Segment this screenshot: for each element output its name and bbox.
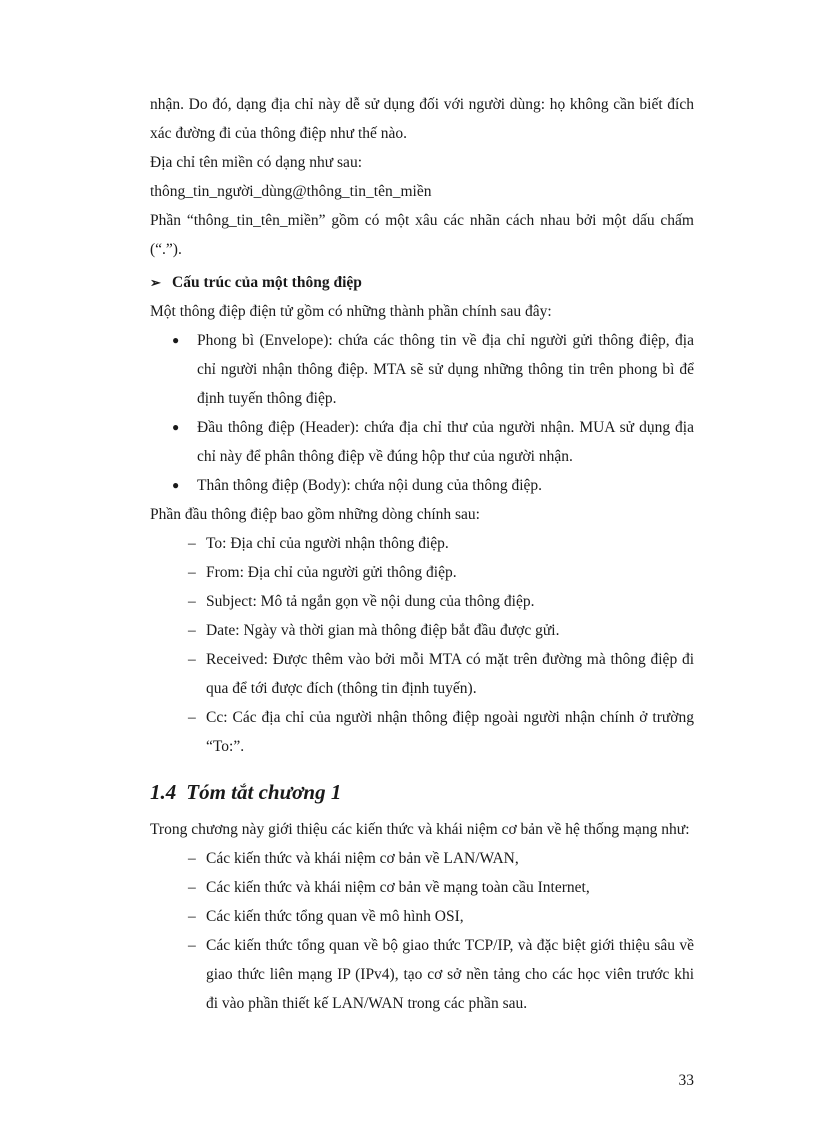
- summary-intro: Trong chương này giới thiệu các kiến thức và khái niệm cơ bản về hệ thống mạng như:: [150, 821, 690, 838]
- list-item: – Date: Ngày và thời gian mà thông điệp bắt đầu được gửi.: [150, 616, 694, 645]
- bullet-icon: ●: [172, 420, 180, 434]
- dash-icon: –: [188, 850, 196, 867]
- list-item: – Các kiến thức tổng quan về mô hình OSI,: [150, 902, 694, 931]
- dash-icon: –: [188, 564, 196, 581]
- intro-paragraph-1: nhận. Do đó, dạng địa chỉ này dễ sử dụng đối với người dùng: họ không cần biết đích xác đường đi của thông điệp như thế nào.: [150, 96, 694, 142]
- dash-icon: –: [188, 535, 196, 552]
- bullet-icon: ●: [172, 478, 180, 492]
- dash-icon: –: [188, 593, 196, 610]
- intro-paragraph-4: Phần “thông_tin_tên_miền” gồm có một xâu các nhãn cách nhau bởi một dấu chấm (“.”).: [150, 212, 694, 258]
- arrow-icon: ➢: [150, 275, 161, 290]
- list-item: – Các kiến thức và khái niệm cơ bản về LAN/WAN,: [150, 844, 694, 873]
- page-number: 33: [678, 1072, 694, 1089]
- list-item: ● Đầu thông điệp (Header): chứa địa chỉ thư của người nhận. MUA sử dụng địa chỉ này để phân thông điệp về đúng hộp thư của người nhận.: [150, 413, 694, 471]
- list-item: – Các kiến thức tổng quan về bộ giao thức TCP/IP, và đặc biệt giới thiệu sâu về giao thức liên mạng IP (IPv4), tạo cơ sở nền tảng cho các học viên trước khi đi vào phần thiết kế LAN/WAN trong các phần sau.: [150, 931, 694, 1018]
- dash-icon: –: [188, 908, 196, 925]
- summary-title: Tóm tắt chương 1: [186, 780, 342, 804]
- list-item: ● Phong bì (Envelope): chứa các thông tin về địa chỉ người gửi thông điệp, địa chỉ người nhận thông điệp. MTA sẽ sử dụng những thông tin trên phong bì để định tuyến thông điệp.: [150, 326, 694, 413]
- summary-list: [150, 844, 694, 1018]
- bullet-icon: ●: [172, 333, 180, 347]
- list-item: – Subject: Mô tả ngắn gọn về nội dung của thông điệp.: [150, 587, 694, 616]
- list-item: – To: Địa chỉ của người nhận thông điệp.: [150, 529, 694, 558]
- list-item: – Các kiến thức và khái niệm cơ bản về mạng toàn cầu Internet,: [150, 873, 694, 902]
- list-item: – Cc: Các địa chỉ của người nhận thông điệp ngoài người nhận chính ở trường “To:”.: [150, 703, 694, 761]
- dash-icon: –: [188, 622, 196, 639]
- list-item: ● Thân thông điệp (Body): chứa nội dung của thông điệp.: [150, 471, 694, 500]
- list-item: – Received: Được thêm vào bởi mỗi MTA có mặt trên đường mà thông điệp đi qua để tới được đích (thông tin định tuyến).: [150, 645, 694, 703]
- header-intro: Phần đầu thông điệp bao gồm những dòng chính sau:: [150, 506, 480, 523]
- domain-address-format: thông_tin_người_dùng@thông_tin_tên_miền: [150, 183, 432, 200]
- dash-icon: –: [188, 937, 196, 954]
- page-content: [150, 90, 694, 1018]
- section-intro: Một thông điệp điện tử gồm có những thành phần chính sau đây:: [150, 303, 552, 320]
- dash-icon: –: [188, 709, 196, 726]
- message-parts-list: [150, 326, 694, 500]
- summary-heading: [150, 775, 694, 809]
- section-title: Cấu trúc của một thông điệp: [172, 274, 362, 291]
- list-item: – From: Địa chỉ của người gửi thông điệp.: [150, 558, 694, 587]
- intro-paragraph-2: Địa chỉ tên miền có dạng như sau:: [150, 154, 362, 171]
- section-heading: [150, 268, 694, 297]
- dash-icon: –: [188, 651, 196, 668]
- dash-icon: –: [188, 879, 196, 896]
- header-lines-list: [150, 529, 694, 761]
- summary-number: 1.4: [150, 780, 177, 804]
